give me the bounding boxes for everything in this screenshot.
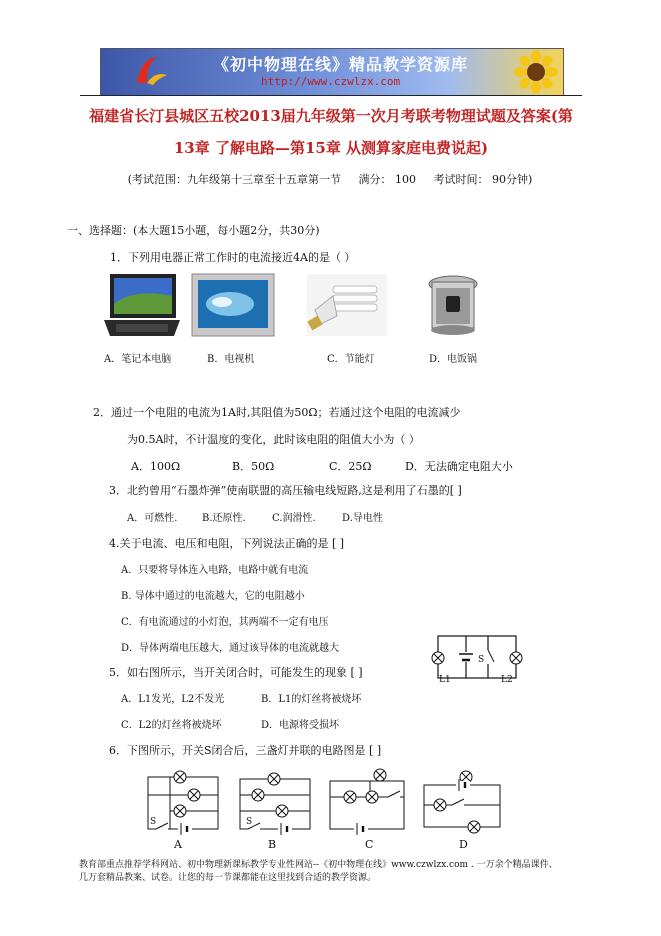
battery-icon — [178, 823, 192, 835]
lamp-icon — [252, 789, 264, 801]
battery-icon — [278, 823, 292, 835]
q4-option-c: C．有电流通过的小灯泡，其两端不一定有电压 — [121, 617, 329, 628]
q6-circuit-diagrams — [140, 767, 540, 837]
q2-option-b: B．50Ω — [232, 460, 275, 473]
q6-label-c: C — [365, 838, 374, 851]
lamp-icon — [174, 771, 186, 783]
q4-option-a: A．只要将导体连入电路，电路中就有电流 — [121, 565, 309, 576]
rice-cooker-image — [424, 274, 482, 338]
circuit-a — [148, 777, 218, 829]
site-logo-icon — [131, 53, 171, 89]
lamp-icon — [374, 769, 386, 781]
q2-stem-line2: 为0.5A时，不计温度的变化，此时该电阻的阻值大小为（ ） — [127, 433, 420, 446]
laptop-image — [104, 274, 180, 338]
lamp-icon — [268, 773, 280, 785]
lamp-icon — [366, 791, 378, 803]
q4-option-d: D．导体两端电压越大，通过该导体的电流就越大 — [121, 643, 340, 654]
q2-stem-line1: 2．通过一个电阻的电流为1A时,其阻值为50Ω；若通过这个电阻的电流减少 — [93, 406, 461, 419]
energy-saving-lamp-image — [307, 274, 387, 336]
q4-stem: 4.关于电流、电压和电阻，下列说法正确的是 [ ] — [109, 537, 345, 550]
q6-switch-label-b: S — [246, 817, 253, 827]
q3-option-a: A．可燃性. — [127, 513, 178, 524]
q5-label-s: S — [478, 655, 485, 665]
sunflower-icon — [515, 51, 557, 93]
lamp-icon — [174, 805, 186, 817]
switch-icon — [156, 823, 168, 833]
q5-label-l1: L1 — [439, 675, 451, 685]
q3-option-c: C.润滑性. — [272, 513, 316, 524]
q3-option-d: D.导电性 — [342, 513, 383, 524]
switch-icon — [388, 791, 400, 801]
q5-option-a: A．L1发光，L2不发光 — [121, 694, 225, 705]
site-banner[interactable] — [100, 48, 564, 96]
q6-label-d: D — [459, 838, 468, 851]
lamp-l2-icon — [510, 652, 522, 664]
footer-line1: 教育部重点推荐学科网站、初中物理新课标教学专业性网站--《初中物理在线》www.czwlzx.com . 一万余个精品课件、 — [79, 860, 558, 870]
q5-option-c: C．L2的灯丝将被烧坏 — [121, 720, 222, 731]
lamp-icon — [188, 789, 200, 801]
switch-icon — [452, 799, 464, 809]
q5-option-d: D．电源将受损坏 — [261, 720, 340, 731]
q6-label-b: B — [268, 838, 277, 851]
lamp-icon — [276, 805, 288, 817]
battery-icon — [458, 652, 474, 662]
exam-score: 满分： 100 — [358, 173, 416, 186]
q2-option-c: C．25Ω — [329, 460, 372, 473]
lamp-l1-icon — [432, 652, 444, 664]
banner-title: 《初中物理在线》精品教学资源库 — [213, 55, 469, 74]
q4-option-b: B. 导体中通过的电流越大，它的电阻越小 — [121, 591, 305, 602]
header-rule — [80, 95, 582, 96]
exam-meta — [100, 171, 560, 187]
q5-option-b: B．L1的灯丝将被烧坏 — [261, 694, 362, 705]
q3-stem: 3．北约曾用“石墨炸弹”使南联盟的高压输电线短路,这是利用了石墨的[ ] — [109, 484, 462, 497]
q5-stem: 5．如右图所示，当开关闭合时，可能发生的现象 [ ] — [109, 666, 363, 679]
q1-stem: 1．下列用电器正常工作时的电流接近4A的是（ ） — [110, 251, 356, 264]
exam-time: 考试时间： 90分钟) — [433, 173, 533, 186]
q5-label-l2: L2 — [501, 675, 513, 685]
q3-option-b: B.还原性. — [202, 513, 246, 524]
circuit-c — [330, 781, 404, 829]
q1-option-b: B．电视机 — [207, 354, 255, 365]
section-heading: 一、选择题：(本大题15小题，每小题2分，共30分) — [67, 224, 320, 237]
q6-label-a: A — [174, 838, 182, 851]
document-title-line1: 福建省长汀县城区五校2013届九年级第一次月考联考物理试题及答案(第 — [89, 107, 573, 125]
document-title-line2: 13章 了解电路—第15章 从测算家庭电费说起) — [173, 139, 489, 157]
lamp-icon — [434, 799, 446, 811]
lamp-icon — [344, 791, 356, 803]
lamp-icon — [468, 821, 480, 833]
q1-option-a: A．笔记本电脑 — [104, 354, 172, 365]
banner-url[interactable]: http://www.czwlzx.com — [261, 75, 401, 88]
q2-option-a: A．100Ω — [131, 460, 181, 473]
battery-icon — [354, 823, 368, 835]
switch-icon — [484, 650, 494, 664]
television-image — [192, 274, 274, 338]
q1-option-d: D．电饭锅 — [429, 354, 478, 365]
exam-range: (考试范围：九年级第十三章至十五章第一节 — [127, 173, 342, 186]
q6-switch-label-a: S — [150, 817, 157, 827]
q1-option-c: C．节能灯 — [327, 354, 375, 365]
q6-stem: 6．下图所示，开关S闭合后，三盏灯并联的电路图是 [ ] — [109, 744, 382, 757]
footer-line2: 几万套精品教案、试卷。让您的每一节课都能在这里找到合适的教学资源。 — [79, 873, 377, 883]
q2-option-d: D．无法确定电阻大小 — [405, 460, 513, 473]
